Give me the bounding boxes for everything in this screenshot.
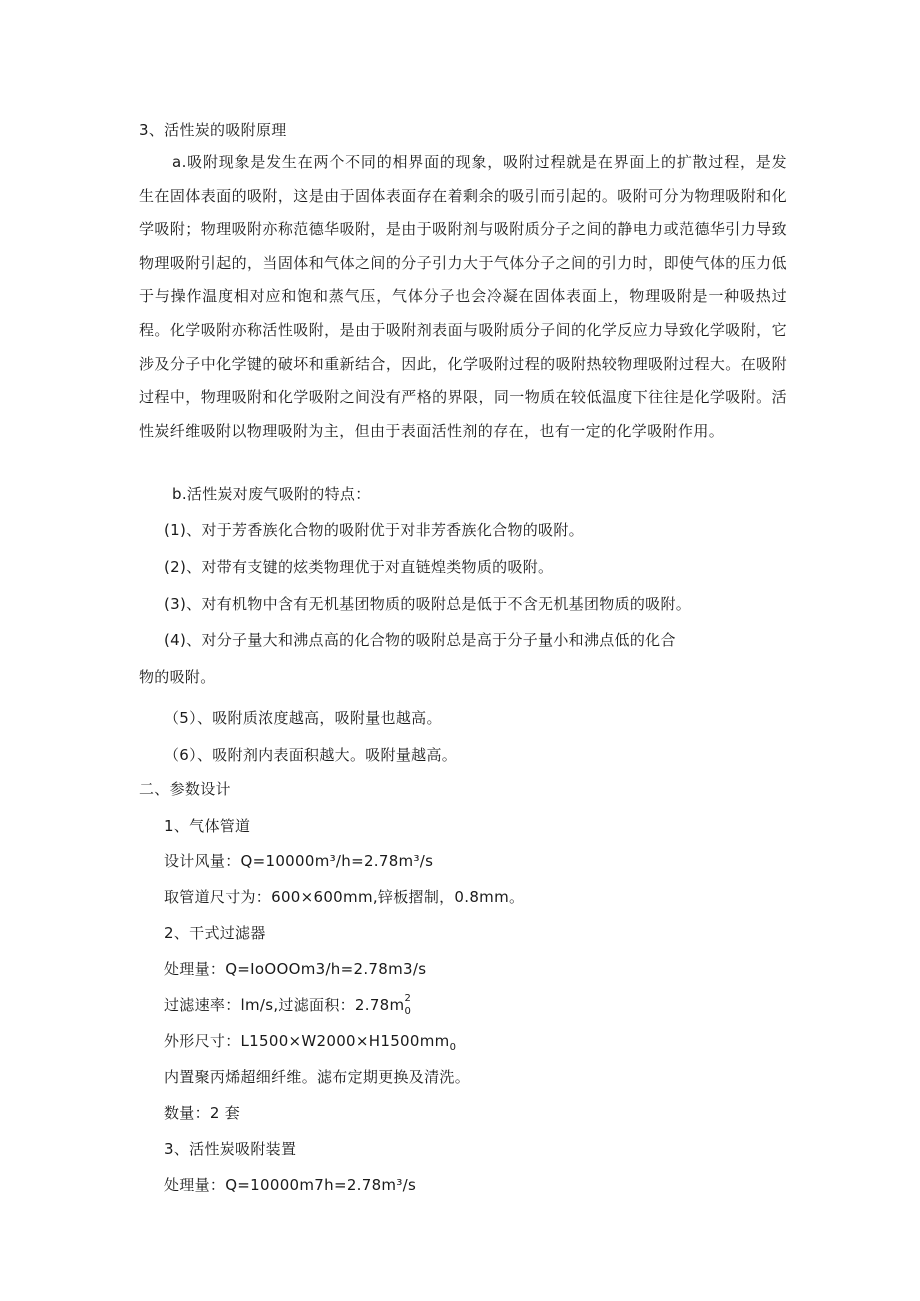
gas-duct-size: 取管道尺寸为：600×600mm,锌板摺制，0.8mm。 [164,888,525,906]
subsection-heading-gas-duct: 1、气体管道 [164,817,251,835]
list-item-4-line-2: 物的吸附。 [139,668,216,686]
list-item-2: (2)、对带有支键的炫类物理优于对直链煌类物质的吸附。 [164,558,554,576]
dry-filter-speed-text: 过滤速率：lm/s,过滤面积：2.78m [164,996,405,1014]
section-heading-parameter-design: 二、参数设计 [139,780,231,798]
dry-filter-quantity: 数量：2 套 [164,1104,241,1122]
activated-carbon-unit-flow: 处理量：Q=10000m7h=2.78m³/s [164,1176,417,1194]
dry-filter-area-sup: 2 [404,993,412,1004]
dry-filter-dimensions [164,1031,456,1058]
subsection-heading-activated-carbon-unit: 3、活性炭吸附装置 [164,1140,297,1158]
section-heading-adsorption-principle: 3、活性炭的吸附原理 [139,121,287,139]
gas-duct-design-flow: 设计风量：Q=10000m³/h=2.78m³/s [164,852,434,870]
dry-filter-note: 内置聚丙烯超细纤维。滤布定期更换及清洗。 [164,1068,471,1086]
list-item-3: (3)、对有机物中含有无机基团物质的吸附总是低于不含无机基团物质的吸附。 [164,595,692,613]
list-item-4-line-1: (4)、对分子量大和沸点高的化合物的吸附总是高于分子量小和沸点低的化合 [164,631,676,649]
paragraph-b-heading: b.活性炭对废气吸附的特点： [172,485,371,503]
dry-filter-area-sub: 0 [404,1006,412,1017]
dry-filter-speed-area [164,995,413,1015]
dry-filter-dimensions-text: 外形尺寸：L1500×W2000×H1500mm [164,1032,450,1050]
dry-filter-area-scripts [404,995,413,1015]
paragraph-adsorption-phenomenon [139,146,787,448]
subsection-heading-dry-filter: 2、干式过滤器 [164,924,266,942]
list-item-1: (1)、对于芳香族化合物的吸附优于对非芳香族化合物的吸附。 [164,521,584,539]
dry-filter-dimensions-sub: 0 [449,1042,457,1053]
list-item-5: （5）、吸附质浓度越高，吸附量也越高。 [164,709,442,727]
list-item-6: （6）、吸附剂内表面积越大。吸附量越高。 [164,746,458,764]
dry-filter-flow: 处理量：Q=IoOOOm3/h=2.78m3/s [164,960,427,978]
paragraph-a-text: a.吸附现象是发生在两个不同的相界面的现象，吸附过程就是在界面上的扩散过程，是发生在固体表面的吸附，这是由于固体表面存在着剩余的吸引而引起的。吸附可分为物理吸附和化学吸附；物理吸附亦称范德华吸附，是由于吸附剂与吸附质分子之间的静电力或范德华引力导致物理吸附引起的，当固体和气体之间的分子引力大于气体分子之间的引力时，即使气体的压力低于与操作温度相对应和饱和蒸气压，气体分子也会冷凝在固体表面上，物理吸附是一种吸热过程。化学吸附亦称活性吸附，是由于吸附剂表面与吸附质分子间的化学反应力导致化学吸附，它涉及分子中化学键的破坏和重新结合，因此，化学吸附过程的吸附热较物理吸附过程大。在吸附过程中，物理吸附和化学吸附之间没有严格的界限，同一物质在较低温度下往往是化学吸附。活性炭纤维吸附以物理吸附为主，但由于表面活性剂的存在，也有一定的化学吸附作用。 [139,153,787,440]
